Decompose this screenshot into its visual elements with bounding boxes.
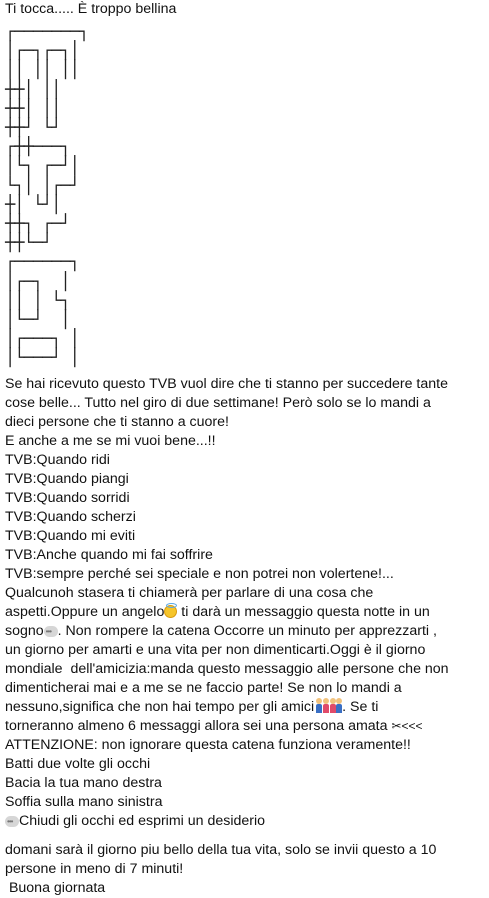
speech-balloon-icon [5,816,19,827]
text-line: Qualcunoh stasera ti chiamerà per parlare di una cosa che [5,584,374,601]
text-line: dieci persone che ti stanno a cuore! [5,413,229,430]
ascii-art-row: ┼┼│ ││ [5,98,61,119]
text-line: un giorno per amarti e una vita per non dimenticarti.Oggi è il giorno [5,641,426,658]
ascii-art-row: │└───┘ │ [5,348,79,369]
text-line-angel [5,603,485,622]
ascii-art-row: ┼┼┐ ┌─┘ [5,214,70,235]
text-fragment: . Non rompere la catena Occorre un minuto per apprezzarti , [57,622,437,639]
text-line: ATTENZIONE: non ignorare questa catena funziona veramente!! [5,736,411,753]
text-line: TVB:Quando sorridi [5,489,130,506]
text-line: TVB:Quando piangi [5,470,129,487]
text-line: TVB:sempre perché sei speciale e non potrei non volertene!... [5,565,394,582]
text-line-sogno [5,622,485,641]
text-line: cose belle... Tutto nel giro di due settimane! Però solo se lo mandi a [5,394,431,411]
speech-balloon-icon [44,626,58,637]
scissors-icon: ✂<<< [391,718,423,733]
ascii-art-row: ┼┼└─┘ [5,233,52,254]
text-fragment: aspetti.Oppure un angelo [5,603,165,620]
smiling-face-with-halo-icon [164,605,177,618]
text-fragment: ti darà un messaggio questa notte in un [177,603,430,620]
text-line: Buona giornata [5,879,106,896]
ascii-art-row: ┌┼┼───┐ [5,137,70,158]
ascii-art-row: │┌───┐ │ [5,329,79,350]
post-body [5,0,485,898]
ascii-art-row: │┌─┐┌─┐│ [5,41,79,62]
text-line: Batti due volte gli occhi [5,755,151,772]
text-fragment: torneranno almeno 6 messaggi allora sei una persona amata [5,717,392,734]
ascii-art-row: └┐│ │┌─┘ [5,175,79,196]
ascii-art-row: ┌───────┐ [5,22,89,42]
text-line: TVB:Quando mi eviti [5,527,136,544]
ascii-art-row: │└┐ ┌─┘│ [5,156,79,177]
ascii-art-tvb [5,23,485,369]
text-line: domani sarà il giorno piu bello della tua vita, solo se invii questo a 10 [5,841,437,858]
text-line-amata [5,717,485,736]
text-fragment: Chiudi gli occhi ed esprimi un desiderio [19,812,266,829]
text-line: Soffia sulla mano sinistra [5,793,163,810]
text-line: mondiale dell'amicizia:manda questo messaggio alle persone che non [5,660,449,677]
ascii-art-row: │└─┘ │ [5,310,70,331]
text-line: TVB:Quando ridi [5,451,110,468]
ascii-art-row: │┌─┐ │ [5,271,70,292]
ascii-art-row: ││ │ └┐ [5,290,70,311]
text-line-desiderio [5,812,485,831]
text-line: E anche a me se mi vuoi bene...!! [5,432,216,449]
ascii-art-row: ┼┼┘ └┘ [5,118,61,139]
ascii-art-row: ┼│ └┘│ [5,194,61,215]
text-line-amici [5,698,485,717]
post-title-line: Ti tocca..... È troppo bellina [5,1,177,17]
text-line: persone in meno di 7 minuti! [5,860,184,877]
couple-holding-hands-icon [314,698,342,713]
text-fragment: sogno [5,622,44,639]
ascii-art-row: ┌──────┐ [5,252,79,273]
text-line: dimenticherai mai e a me se ne faccio parte! Se non lo mandi a [5,679,402,696]
text-line: Se hai ricevuto questo TVB vuol dire che ti stanno per succedere tante [5,375,448,392]
text-line: Bacia la tua mano destra [5,774,162,791]
text-line: TVB:Quando scherzi [5,508,136,525]
ascii-art-row: ┼┼│ ││ [5,79,61,100]
text-fragment: nessuno,significa che non hai tempo per gli amici [5,698,315,715]
text-line: TVB:Anche quando mi fai soffrire [5,546,213,563]
ascii-art-row: ││ ││ ││ [5,60,79,81]
text-fragment: . Se ti [342,698,379,715]
